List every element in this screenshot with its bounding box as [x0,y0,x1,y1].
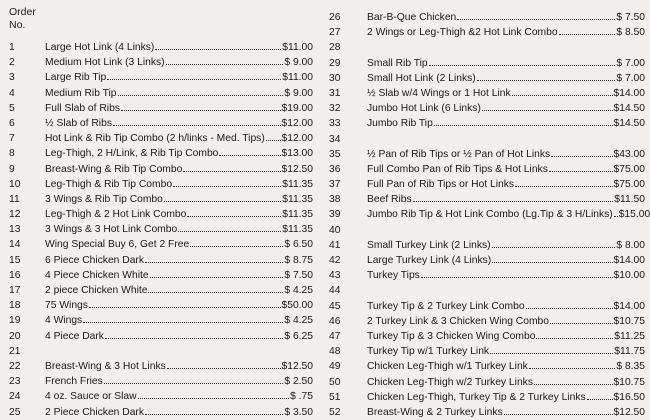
order-number: 1 [9,42,15,53]
item-price: $ 9.00 [284,87,313,99]
item-price: $11.35 [282,193,313,205]
item-price: $14.00 [613,300,645,312]
menu-item-row [9,237,313,252]
item-name: Wing Special Buy 6, Get 2 Free [45,239,190,251]
item-name: ½ Pan of Rib Tips or ½ Pan of Hot Links [367,148,551,160]
dot-leader [492,246,616,248]
item-name: Leg-Thigh & Rib Tip Combo [45,178,173,190]
item-name: Small Turkey Link (2 Links) [367,239,491,251]
menu-item-row [329,238,645,253]
item-name: Leg-Thigh, 2 H/Link, & Rib Tip Combo [45,148,219,160]
menu-item-row [329,405,645,420]
item-price: $75.00 [613,179,645,191]
menu-item-row [329,207,650,222]
menu-item-row [9,298,313,313]
menu-item-row [9,131,313,146]
item-price: $ 8.75 [284,254,313,266]
dot-leader [434,124,613,126]
order-number: 36 [329,163,341,175]
order-number: 15 [9,254,21,266]
item-name: Small Hot Link (2 Links) [367,72,476,84]
item-price: $ 6.25 [284,330,313,342]
menu-item-row [9,374,313,389]
dot-leader [121,109,281,111]
item-name: ½ Slab of Ribs [45,117,112,129]
order-number: 6 [9,117,15,129]
item-price: $11.35 [282,209,313,221]
item-name: Jumbo Rib Tip [367,118,433,130]
order-number: 35 [329,148,341,160]
item-name: Turkey Tips [367,270,420,282]
order-number: 7 [9,133,15,145]
menu-item-row [9,359,313,374]
item-name: 4 Piece Chicken White [45,269,149,281]
item-name: Large Rib Tip [45,72,107,84]
dot-leader [166,63,284,65]
item-price: $14.50 [613,118,645,130]
item-name: Breast-Wing & 2 Turkey Links [367,406,503,418]
order-number: 45 [329,300,341,312]
menu-column-right [329,10,650,420]
item-price: $75.00 [613,163,645,175]
item-name: Small Rib Tip [367,57,428,69]
item-price: $ 8.50 [616,27,645,39]
order-number: 41 [329,239,341,251]
item-name: Hot Link & Rib Tip Combo (2 h/links - Med. Tips) [45,133,265,145]
item-name: Leg-Thigh & 2 Hot Link Combo [45,209,187,221]
menu-item-row [329,162,645,177]
dot-leader [413,200,614,202]
item-name: Turkey Tip & 2 Turkey Link Combo [367,300,525,312]
order-number: 47 [329,330,341,342]
item-name: Jumbo Hot Link (6 Links) [367,103,481,115]
menu-item-row [329,132,645,147]
item-price: $43.00 [613,148,645,160]
header-no-label: No. [9,19,26,31]
dot-leader [145,261,283,263]
order-number: 44 [329,285,341,297]
menu-item-row [9,162,313,177]
order-number: 25 [9,406,21,418]
dot-leader [512,94,613,96]
menu-item-row [329,390,645,405]
dot-leader [429,64,616,66]
dot-leader [107,78,281,80]
item-price: $ 4.25 [284,285,313,296]
item-price: $12.50 [613,406,645,418]
dot-leader [559,33,616,35]
item-name: Full Combo Pan of Rib Tips & Hot Links [367,163,548,175]
dot-leader [492,261,612,263]
item-name: Chicken Leg-Thigh w/1 Turkey Link [367,361,528,373]
dot-leader [550,322,613,324]
dot-leader [587,398,613,400]
order-number: 9 [9,163,15,175]
menu-item-row [9,177,313,192]
order-number-header [9,6,36,32]
menu-item-row [329,359,645,374]
order-number: 18 [9,300,21,312]
menu-item-row [9,40,313,55]
menu-item-row [329,344,645,359]
order-number: 2 [9,57,15,69]
dot-leader [150,276,284,278]
dot-leader [549,170,613,172]
item-price: $ 6.50 [284,239,313,251]
item-price: $19.00 [281,102,313,114]
item-price: $10.00 [613,270,645,282]
menu-item-row [9,405,313,420]
menu-item-row [329,10,645,25]
menu-item-row [9,313,313,328]
item-name: Medium Hot Link (3 Links) [45,57,165,69]
order-number: 48 [329,346,341,358]
order-number: 40 [329,224,341,236]
menu-item-row [329,86,645,101]
order-number: 5 [9,102,15,114]
item-price: $14.50 [613,103,645,115]
item-name: 3 Wings & 3 Hot Link Combo [45,224,178,236]
item-price: $ 8.35 [616,361,645,373]
item-name: Large Hot Link (4 Links) [45,42,155,53]
item-price: $13.00 [281,148,313,160]
menu-item-row [329,223,645,238]
menu-item-row [329,147,645,162]
item-name: Turkey Tip & 3 Chicken Wing Combo [367,330,536,342]
menu-item-row [329,375,645,390]
order-number: 19 [9,315,21,327]
order-number: 39 [329,209,341,221]
dot-leader [104,382,284,384]
item-name: 2 Turkey Link & 3 Chicken Wing Combo [367,315,549,327]
order-number: 24 [9,391,21,403]
item-price: $ 7.00 [616,57,645,69]
item-price: $11.00 [282,72,313,84]
menu-item-row [9,283,313,298]
order-number: 51 [329,391,341,403]
dot-leader [482,109,613,111]
menu-item-row [9,344,313,359]
dot-leader [164,200,281,202]
menu-item-row [329,253,645,268]
order-number: 32 [329,103,341,115]
dot-leader [178,230,281,232]
order-number: 14 [9,239,21,251]
dot-leader [477,79,616,81]
item-price: $11.00 [282,42,313,53]
item-name: Beef Ribs [367,194,412,206]
item-price: $11.75 [614,346,645,358]
item-name: Medium Rib Tip [45,87,117,99]
order-number: 27 [329,27,341,39]
item-name: 2 piece Chicken White [45,285,148,296]
order-number: 43 [329,270,341,282]
menu-item-row [9,389,313,404]
menu-item-row [329,71,645,86]
item-price: $12.00 [281,133,313,145]
item-price: $ 2.50 [284,376,313,388]
order-number: 16 [9,269,21,281]
order-number: 12 [9,209,21,221]
order-number: 17 [9,285,21,296]
order-number: 50 [329,376,341,388]
item-price: $ 4.25 [284,315,313,327]
item-price: $14.00 [613,87,645,99]
menu-item-row [9,329,313,344]
item-name: French Fries [45,376,103,388]
item-price: $ 3.50 [284,406,313,418]
order-number: 8 [9,148,15,160]
item-name: Full Slab of Ribs [45,102,120,114]
dot-leader [89,306,281,308]
item-price: $10.75 [613,376,645,388]
order-number: 10 [9,178,21,190]
dot-leader [113,124,281,126]
item-price: $ 9.00 [284,57,313,69]
item-price: $ .75 [290,391,313,403]
item-price: $12.50 [281,360,313,372]
header-order-label: Order [9,6,36,18]
menu-item-row [329,116,645,131]
order-number: 4 [9,87,15,99]
dot-leader [187,215,281,217]
item-name: 2 Piece Chicken Dark [45,406,145,418]
item-price: $ 8.00 [616,239,645,251]
dot-leader [551,155,612,157]
item-name: Large Turkey Link (4 Links) [367,255,492,266]
item-price: $14.00 [613,255,645,266]
menu-column-left [9,40,313,420]
order-number: 37 [329,179,341,191]
item-name: 3 Wings & Rib Tip Combo [45,193,163,205]
order-number: 21 [9,345,21,357]
item-price: $12.50 [281,163,313,175]
order-number: 3 [9,72,15,84]
menu-item-row [9,268,313,283]
dot-leader [504,413,613,415]
item-price: $ 7.50 [616,12,645,23]
menu-item-row [9,116,313,131]
menu-item-row [329,329,645,344]
item-price: $16.50 [613,391,645,403]
item-name: 2 Wings or Leg-Thigh &2 Hot Link Combo [367,27,558,39]
dot-leader [105,337,283,339]
dot-leader [155,48,281,50]
item-name: 4 Wings [45,315,83,327]
item-price: $ 7.50 [284,269,313,281]
menu-item-row [329,40,645,55]
menu-item-row [9,86,313,101]
order-number: 29 [329,57,341,69]
menu-item-row [9,101,313,116]
item-price: $11.50 [614,194,645,206]
item-name: Jumbo Rib Tip & Hot Link Combo (Lg.Tip & 3 H/Links) [367,209,613,221]
item-name: Bar-B-Que Chicken [367,12,457,23]
item-name: ½ Slab w/4 Wings or 1 Hot Link [367,87,511,99]
order-number: 31 [329,87,341,99]
dot-leader [529,367,616,369]
item-price: $10.75 [613,315,645,327]
dot-leader [421,276,613,278]
item-name: Breast-Wing & Rib Tip Combo [45,163,183,175]
menu-item-row [9,222,313,237]
order-number: 13 [9,224,21,236]
order-number: 34 [329,133,341,145]
order-number: 20 [9,330,21,342]
menu-item-row [9,207,313,222]
item-name: 75 Wings [45,300,88,312]
item-name: 6 Piece Chicken Dark [45,254,145,266]
dot-leader [167,367,281,369]
order-number: 30 [329,72,341,84]
dot-leader [118,94,284,96]
item-price: $11.25 [614,330,645,342]
menu-item-row [9,146,313,161]
item-price: $15.00 [618,209,650,221]
item-name: 4 oz. Sauce or Slaw [45,391,137,403]
item-name: Turkey Tip w/1 Turkey Link [367,346,490,358]
menu-item-row [329,56,645,71]
menu-item-row [329,299,645,314]
order-number: 42 [329,255,341,266]
order-number: 28 [329,42,341,54]
item-name: Full Pan of Rib Tips or Hot Links [367,179,515,191]
dot-leader [534,383,613,385]
dot-leader [219,154,280,156]
menu-item-row [9,55,313,70]
dot-leader [173,185,281,187]
dot-leader [457,18,615,20]
dot-leader [145,413,283,415]
menu-item-row [9,192,313,207]
dot-leader [614,215,618,217]
dot-leader [536,337,613,339]
order-number: 26 [329,12,341,23]
dot-leader [83,321,283,323]
dot-leader [183,170,280,172]
dot-leader [266,139,281,141]
order-number: 38 [329,194,341,206]
order-number: 46 [329,315,341,327]
menu-item-row [9,253,313,268]
item-name: 4 Piece Dark [45,330,104,342]
dot-leader [490,352,613,354]
dot-leader [515,185,612,187]
dot-leader [190,245,283,247]
item-name: Chicken Leg-Thigh w/2 Turkey Links [367,376,533,388]
menu-item-row [329,283,645,298]
item-name: Chicken Leg-Thigh, Turkey Tip & 2 Turkey Links [367,391,586,403]
dot-leader [138,397,290,399]
dot-leader [526,307,613,309]
menu-item-row [329,192,645,207]
item-price: $11.35 [282,224,313,236]
order-number: 23 [9,376,21,388]
menu-item-row [329,25,645,40]
item-price: $12.00 [281,117,313,129]
menu-item-row [329,101,645,116]
item-price: $ 7.00 [616,72,645,84]
menu-item-row [329,314,645,329]
order-number: 52 [329,406,341,418]
item-price: $11.35 [282,178,313,190]
item-price: $50.00 [281,300,313,312]
menu-item-row [9,70,313,85]
order-number: 11 [9,193,20,205]
menu-item-row [329,177,645,192]
menu-item-row [329,268,645,283]
order-number: 49 [329,361,341,373]
item-name: Breast-Wing & 3 Hot Links [45,360,166,372]
order-number: 22 [9,360,21,372]
dot-leader [148,291,283,293]
order-number: 33 [329,118,341,130]
